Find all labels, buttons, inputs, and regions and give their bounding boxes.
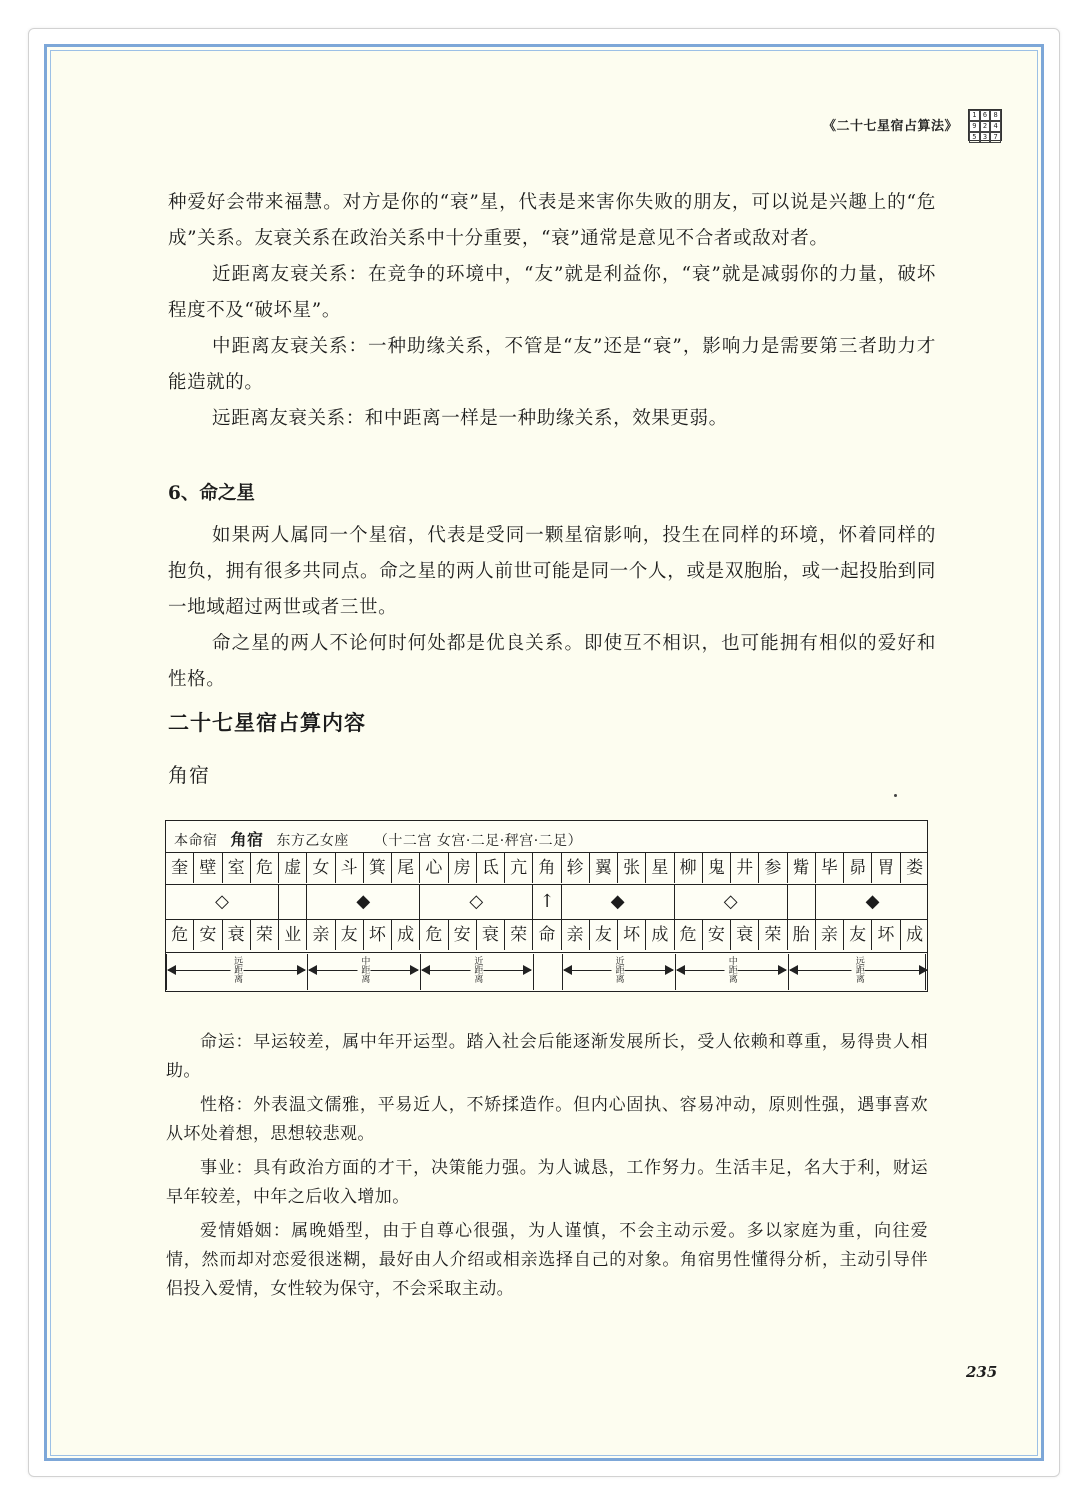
- paragraph-personality: 性格：外表温文儒雅，平易近人，不矫揉造作。但内心固执、容易冲动，原则性强，遇事喜欢从坏处着想，思想较悲观。: [166, 1095, 928, 1144]
- symbol-spacer: [788, 885, 816, 919]
- row-divider: [166, 952, 927, 953]
- distance-tick: [675, 954, 676, 990]
- relation-cell: 衰: [731, 920, 759, 950]
- mansion-cell: 女: [307, 853, 335, 883]
- relation-cell: 危: [420, 920, 448, 950]
- mansion-cell: 尾: [392, 853, 420, 883]
- distance-arrow: [168, 954, 305, 990]
- distance-row: [166, 954, 927, 990]
- relation-symbol: ↑: [533, 885, 561, 919]
- distance-label: 远距离: [232, 956, 243, 983]
- relation-cell: 荣: [251, 920, 279, 950]
- grid-digit: 7: [990, 132, 1001, 143]
- distance-arrow: [790, 954, 927, 990]
- mansion-cell: 鬼: [703, 853, 731, 883]
- relation-cell: 亲: [307, 920, 335, 950]
- mansion-cell: 参: [759, 853, 787, 883]
- mansion-cell: 角: [533, 853, 561, 883]
- distance-tick: [307, 954, 308, 990]
- relation-cell: 命: [533, 920, 561, 950]
- mansion-cell: 奎: [166, 853, 194, 883]
- caption-detail: （十二宫 女宫·二足·秤宫·二足）: [373, 833, 583, 849]
- distance-arrow: [564, 954, 673, 990]
- mansion-cell: 氐: [477, 853, 505, 883]
- arrow-left-icon: [563, 965, 572, 975]
- relation-cell: 安: [449, 920, 477, 950]
- caption-zodiac: 东方乙女座: [276, 833, 349, 849]
- caption-prefix: 本命宿: [174, 833, 218, 849]
- grid-digit: 9: [969, 121, 980, 132]
- mansion-cell: 危: [251, 853, 279, 883]
- relation-cell: 成: [646, 920, 674, 950]
- heading-ming-zhi-xing: 6、命之星: [168, 483, 255, 504]
- mansion-cell: 翼: [590, 853, 618, 883]
- distance-label: 中距离: [726, 956, 737, 983]
- relation-cell: 衰: [477, 920, 505, 950]
- relation-cell: 衰: [223, 920, 251, 950]
- mansion-row: [166, 853, 927, 883]
- distance-tick: [533, 954, 534, 990]
- relation-cell: 友: [336, 920, 364, 950]
- relation-cell: 危: [166, 920, 194, 950]
- arrow-left-icon: [308, 965, 317, 975]
- mansion-cell: 胃: [872, 853, 900, 883]
- arrow-right-icon: [919, 965, 928, 975]
- mansion-cell: 星: [646, 853, 674, 883]
- mansion-cell: 室: [223, 853, 251, 883]
- grid-digit: 4: [990, 121, 1001, 132]
- relation-cell: 坏: [618, 920, 646, 950]
- speck: [894, 794, 897, 797]
- grid-digit: 6: [980, 110, 991, 121]
- relation-cell: 坏: [364, 920, 392, 950]
- relation-cell: 荣: [505, 920, 533, 950]
- distance-tick: [166, 954, 167, 990]
- relation-cell: 荣: [759, 920, 787, 950]
- relation-cell: 安: [194, 920, 222, 950]
- relation-symbol: ◇: [166, 885, 279, 919]
- arrow-right-icon: [297, 965, 306, 975]
- mansion-cell: 轸: [562, 853, 590, 883]
- page-number: 235: [966, 1363, 998, 1381]
- relation-cell: 坏: [872, 920, 900, 950]
- relation-cell: 友: [844, 920, 872, 950]
- relation-cell: 危: [675, 920, 703, 950]
- sub-title: 角宿: [168, 763, 210, 787]
- relation-cell: 安: [703, 920, 731, 950]
- header-magic-square-icon: [968, 109, 1002, 141]
- arrow-right-icon: [523, 965, 532, 975]
- mansion-cell: 柳: [675, 853, 703, 883]
- relation-cell: 成: [906, 925, 924, 945]
- paragraph: 远距离友衰关系：和中距离一样是一种助缘关系，效果更弱。: [212, 408, 728, 429]
- relation-cell: 成: [392, 920, 420, 950]
- paragraph-fortune: 命运：早运较差，属中年开运型。踏入社会后能逐渐发展所长，受人依赖和尊重，易得贵人相助。: [166, 1032, 928, 1081]
- mansion-cell: 昴: [844, 853, 872, 883]
- distance-tick: [562, 954, 563, 990]
- distance-tick: [420, 954, 421, 990]
- distance-tick: [925, 954, 926, 990]
- mansion-cell: 亢: [505, 853, 533, 883]
- mansion-cell: 壁: [194, 853, 222, 883]
- relation-cell: 亲: [816, 920, 844, 950]
- mansion-cell: 毕: [816, 853, 844, 883]
- paragraph-love: 爱情婚姻：属晚婚型，由于自尊心很强，为人谨慎，不会主动示爱。多以家庭为重，向往爱情，然而却对恋爱很迷糊，最好由人介绍或相亲选择自己的对象。角宿男性懂得分析，主动引导伴侣投入爱情，女性较为保守，不会采取主动。: [166, 1221, 928, 1299]
- paragraph: 如果两人属同一个星宿，代表是受同一颗星宿影响，投生在同样的环境，怀着同样的抱负，拥有很多共同点。命之星的两人前世可能是同一个人，或是双胞胎，或一起投胎到同一地域超过两世或者三世。: [168, 525, 936, 618]
- distance-label: 中距离: [359, 956, 370, 983]
- arrow-right-icon: [665, 965, 674, 975]
- distance-label: 近距离: [472, 956, 483, 983]
- arrow-left-icon: [167, 965, 176, 975]
- distance-tick: [788, 954, 789, 990]
- body-text-section6: [168, 518, 936, 698]
- distance-arrow: [677, 954, 786, 990]
- relation-cell: 亲: [562, 920, 590, 950]
- arrow-right-icon: [410, 965, 419, 975]
- mansion-cell: 房: [449, 853, 477, 883]
- arrow-left-icon: [676, 965, 685, 975]
- mansion-cell: 虚: [279, 853, 307, 883]
- relation-symbol: ◆: [562, 885, 675, 919]
- mansion-cell: 娄: [906, 858, 924, 878]
- grid-digit: 8: [990, 110, 1001, 121]
- distance-arrow: [422, 954, 531, 990]
- table-caption: [174, 827, 582, 850]
- mansion-cell: 心: [420, 853, 448, 883]
- caption-name: 角宿: [230, 830, 264, 849]
- distance-arrow: [309, 954, 418, 990]
- body-text-top: [168, 185, 936, 437]
- mansion-cell: 张: [618, 853, 646, 883]
- mansion-cell: 箕: [364, 853, 392, 883]
- grid-digit: 3: [980, 132, 991, 143]
- relation-symbol: ◆: [307, 885, 420, 919]
- symbol-spacer: [279, 885, 307, 919]
- mansion-cell: 井: [731, 853, 759, 883]
- mansion-relation-table: [165, 820, 928, 992]
- paragraph: 命之星的两人不论何时何处都是优良关系。即使互不相识，也可能拥有相似的爱好和性格。: [168, 633, 936, 690]
- section-title: 二十七星宿占算内容: [168, 710, 366, 735]
- mansion-cell: 斗: [336, 853, 364, 883]
- running-header: 《二十七星宿占算法》: [823, 119, 959, 134]
- arrow-left-icon: [789, 965, 798, 975]
- mansion-cell: 觜: [788, 853, 816, 883]
- relation-cell: 业: [279, 920, 307, 950]
- relation-cell: 胎: [788, 920, 816, 950]
- grid-digit: 1: [969, 110, 980, 121]
- relation-symbol: ◇: [675, 885, 788, 919]
- grid-digit: 5: [969, 132, 980, 143]
- distance-label: 远距离: [853, 956, 864, 983]
- relation-symbol: ◇: [420, 885, 533, 919]
- body-text-jiao-xiu: [166, 1028, 928, 1304]
- relation-row: [166, 920, 927, 950]
- paragraph-career: 事业：具有政治方面的才干，决策能力强。为人诚恳，工作努力。生活丰足，名大于利，财运早年较差，中年之后收入增加。: [166, 1158, 928, 1207]
- distance-label: 近距离: [613, 956, 624, 983]
- arrow-left-icon: [421, 965, 430, 975]
- relation-symbol: ◆: [865, 891, 880, 912]
- symbol-row: [166, 885, 927, 919]
- arrow-right-icon: [778, 965, 787, 975]
- relation-cell: 友: [590, 920, 618, 950]
- paragraph: 近距离友衰关系：在竞争的环境中，“友”就是利益你，“衰”就是减弱你的力量，破坏程度不及“破坏星”。: [168, 264, 936, 321]
- paragraph: 中距离友衰关系：一种助缘关系，不管是“友”还是“衰”，影响力是需要第三者助力才能造就的。: [168, 336, 936, 393]
- grid-digit: 2: [980, 121, 991, 132]
- paragraph: 种爱好会带来福慧。对方是你的“衰”星，代表是来害你失败的朋友，可以说是兴趣上的“危成”关系。友衰关系在政治关系中十分重要，“衰”通常是意见不合者或敌对者。: [168, 192, 936, 249]
